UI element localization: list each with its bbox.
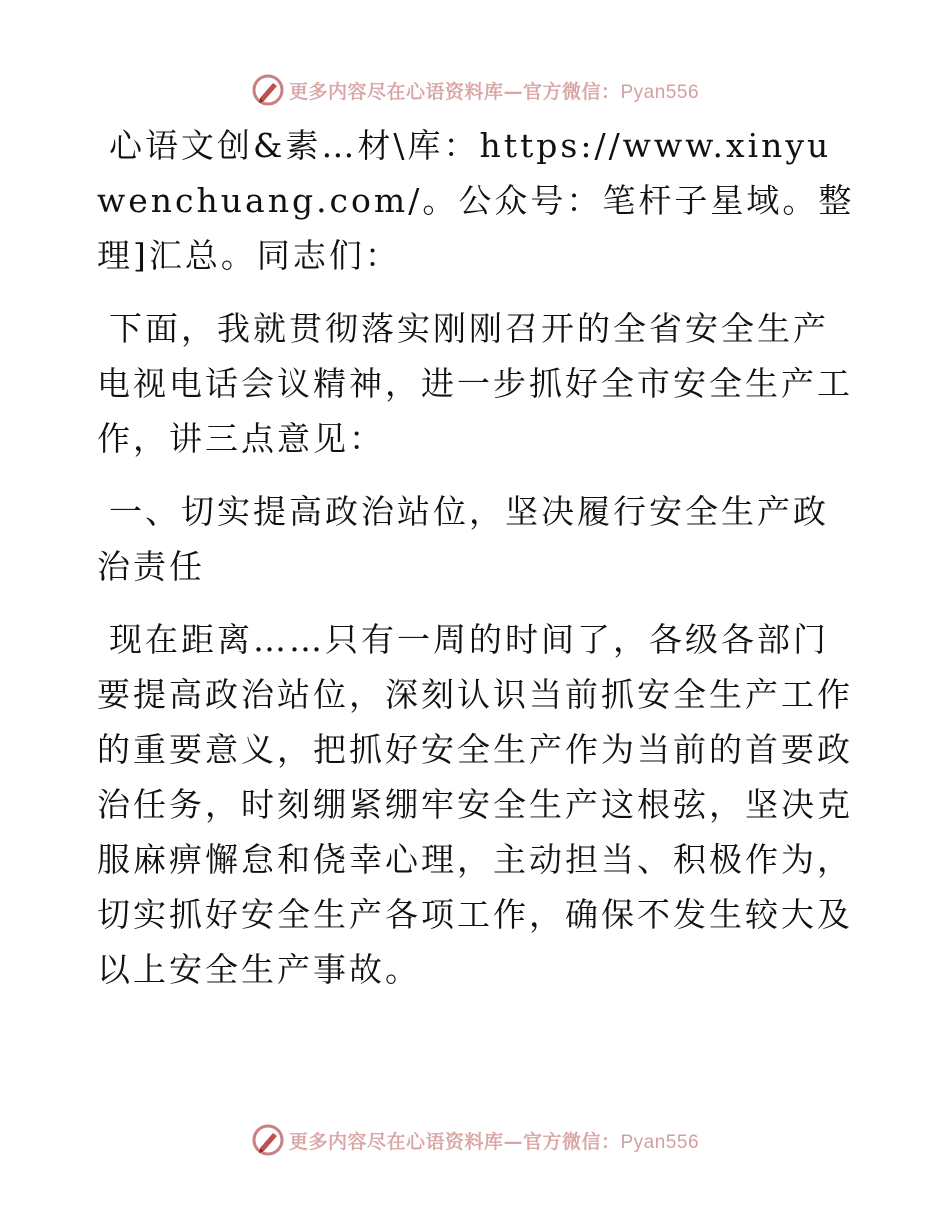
paragraph-section-1-body: 现在距离……只有一周的时间了，各级各部门要提高政治站位，深刻认识当前抓安全生产工作的重要意义，把抓好安全生产作为当前的首要政治任务，时刻绷紧绷牢安全生产这根弦，坚决克服麻痹懈怠和侥幸心理，主动担当、积极作为，切实抓好安全生产各项工作，确保不发生较大及以上安全生产事故。	[97, 620, 853, 989]
header-watermark	[0, 70, 950, 110]
footer-watermark	[0, 1120, 950, 1160]
document-body	[97, 118, 857, 1015]
paragraph-intro: 心语文创&素…材\库：https://www.xinyuwenchuang.com/。公众号：笔杆子星域。整理]汇总。同志们：	[97, 126, 855, 275]
pen-logo-icon	[251, 73, 285, 107]
watermark-text: 更多内容尽在心语资料库—官方微信：Pyan556	[288, 1130, 700, 1153]
section-heading-1: 一、切实提高政治站位，坚决履行安全生产政治责任	[97, 492, 829, 586]
paragraph-opening: 下面，我就贯彻落实刚刚召开的全省安全生产电视电话会议精神，进一步抓好全市安全生产工作，讲三点意见：	[97, 309, 853, 458]
watermark-text: 更多内容尽在心语资料库—官方微信：Pyan556	[288, 80, 700, 103]
pen-logo-icon	[251, 1123, 285, 1157]
